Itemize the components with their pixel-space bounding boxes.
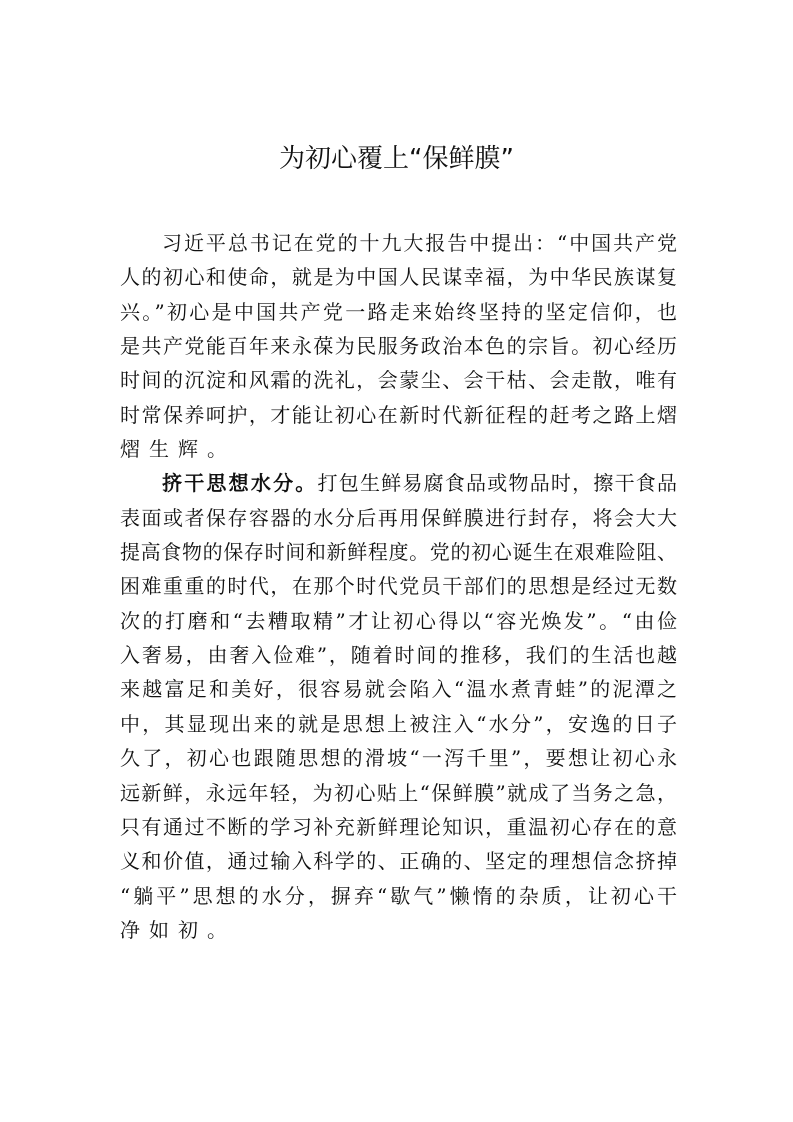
paragraph-1-line: 人的初心和使命，就是为中国人民谋幸福，为中华民族谋复 bbox=[120, 265, 677, 290]
paragraph-2-line: 表面或者保存容器的水分后再用保鲜膜进行封存，将会大大 bbox=[120, 505, 677, 530]
document-title: 为初心覆上“保鲜膜” bbox=[279, 144, 514, 174]
paragraph-2-line: 义和价值，通过输入科学的、正确的、坚定的理想信念挤掉 bbox=[120, 849, 677, 874]
paragraph-1-line: 兴。”初心是中国共产党一路走来始终坚持的坚定信仰，也 bbox=[120, 299, 677, 324]
paragraph-2-line: “躺平”思想的水分，摒弃“歇气”懒惰的杂质，让初心干 bbox=[120, 883, 677, 908]
document-body bbox=[120, 226, 677, 947]
paragraph-2-line: 来越富足和美好，很容易就会陷入“温水煮青蛙”的泥潭之 bbox=[120, 677, 677, 702]
paragraph-2-line: 入奢易，由奢入俭难”，随着时间的推移，我们的生活也越 bbox=[120, 643, 677, 668]
paragraph-2-line: 净如初。 bbox=[120, 917, 236, 942]
section-heading: 挤干思想水分。 bbox=[162, 471, 318, 496]
paragraph-2-first-line bbox=[120, 466, 677, 500]
paragraph-1-line: 是共产党能百年来永葆为民服务政治本色的宗旨。初心经历 bbox=[120, 334, 677, 359]
paragraph-2-line: 困难重重的时代，在那个时代党员干部们的思想是经过无数 bbox=[120, 574, 677, 599]
paragraph-2-line: 只有通过不断的学习补充新鲜理论知识，重温初心存在的意 bbox=[120, 814, 677, 839]
paragraph-2-line: 远新鲜，永远年轻，为初心贴上“保鲜膜”就成了当务之急， bbox=[120, 780, 677, 805]
paragraph-2-line: 中，其显现出来的就是思想上被注入“水分”，安逸的日子 bbox=[120, 711, 677, 736]
paragraph-2-line: 提高食物的保存时间和新鲜程度。党的初心诞生在艰难险阻、 bbox=[120, 540, 677, 565]
paragraph-1-line: 习近平总书记在党的十九大报告中提出：“中国共产党 bbox=[162, 231, 677, 255]
paragraph-2-line: 久了，初心也跟随思想的滑坡“一泻千里”，要想让初心永 bbox=[120, 746, 677, 771]
paragraph-1-line: 时常保养呵护，才能让初心在新时代新征程的赶考之路上熠 bbox=[120, 402, 677, 427]
paragraph-1-line: 时间的沉淀和风霜的洗礼，会蒙尘、会干枯、会走散，唯有 bbox=[120, 368, 677, 393]
paragraph-1-line: 熠生辉。 bbox=[120, 437, 236, 462]
paragraph-2-line: 次的打磨和“去糟取精”才让初心得以“容光焕发”。“由俭 bbox=[120, 608, 677, 633]
paragraph-2-line: 打包生鲜易腐食品或物品时，擦干食品 bbox=[317, 471, 678, 496]
